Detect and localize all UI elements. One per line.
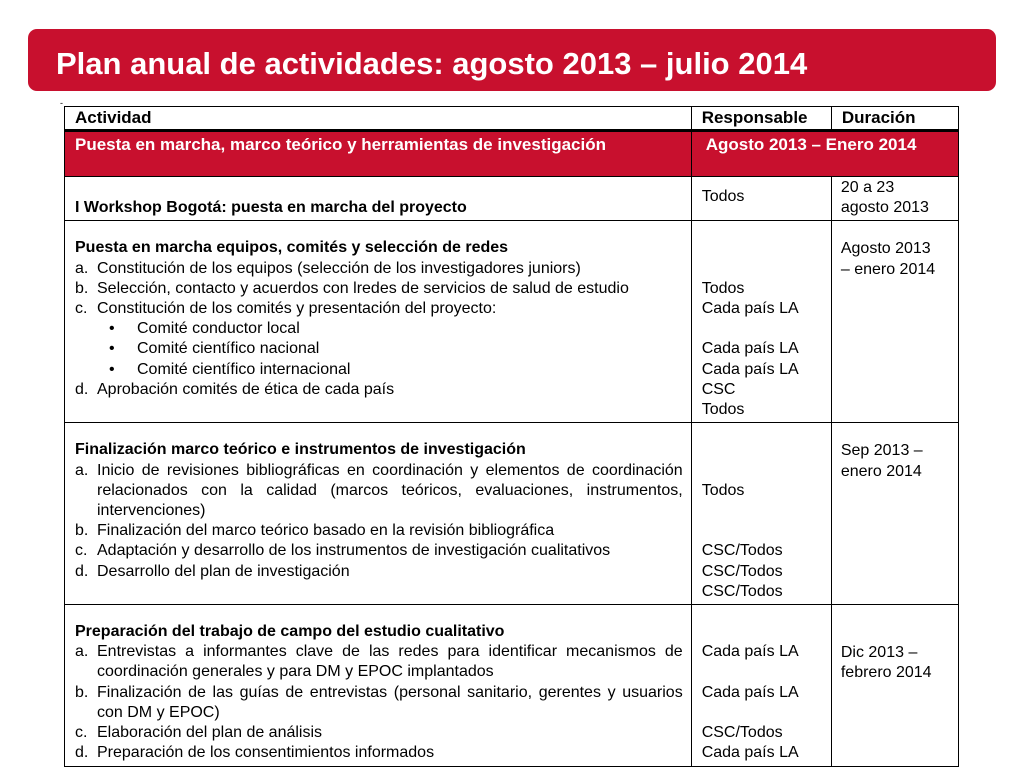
responsible-line [702,703,823,723]
duration-line: enero 2014 [840,462,922,480]
table-row [65,604,959,766]
duration-line: agosto 2013 [840,199,929,217]
responsible-line: Cada país LA [701,299,799,317]
bullet-item: • Comité conductor local [75,319,683,339]
bullet-item: • Comité científico internacional [75,360,683,380]
activity-cell [65,423,692,605]
bullet-dot-icon: • [109,320,115,338]
responsible-line: Todos [701,481,745,499]
responsible-line: Todos [701,279,745,297]
duration-line: Sep 2013 – [840,442,923,460]
bullet-dot-icon: • [109,360,115,378]
list-item: b. Selección, contacto y acuerdos con lredes de servicios de salud de estudio [75,279,629,297]
list-item: b. Finalización de las guías de entrevistas (personal sanitario, gerentes y usuarios con DM y EPOC) [75,683,683,721]
duration-line: 20 a 23 [840,179,895,196]
list-item: d. Desarrollo del plan de investigación [75,562,350,580]
phase-row [65,131,959,177]
duration-line: – enero 2014 [840,260,936,278]
activity-plan-table [64,106,959,767]
activity-cell [65,604,692,766]
list-item: a. Entrevistas a informantes clave de las redes para identificar mecanismos de coordinación generales y para DM y EPOC implantados [75,643,683,681]
duration-cell [831,221,958,423]
responsible-line [702,662,823,682]
duration-line: febrero 2014 [840,664,932,682]
header-activity: Actividad [65,107,692,131]
responsible-cell [691,177,831,221]
responsible-line: CSC/Todos [701,582,783,600]
list-item: c. Adaptación y desarrollo de los instrumentos de investigación cualitativos [75,542,611,560]
duration-cell [831,423,958,605]
bullet-item: • Comité científico nacional [75,339,683,359]
responsible-cell [691,423,831,605]
corner-mark: - [60,98,63,108]
list-item: b. Finalización del marco teórico basado en la revisión bibliográfica [75,522,555,540]
responsible-line: Cada país LA [701,340,799,358]
responsible-text: Todos [701,188,745,205]
list-item: c. Constitución de los comités y presentación del proyecto: [75,300,497,318]
responsible-line: Todos [701,400,745,418]
responsible-line [702,622,823,642]
table-row [65,423,959,605]
duration-line: Agosto 2013 [840,240,931,258]
header-responsible: Responsable [691,107,831,131]
duration-cell [831,604,958,766]
list-item: c. Elaboración del plan de análisis [75,723,323,741]
responsible-cell [691,604,831,766]
table-row [65,221,959,423]
table-header-row [65,107,959,131]
responsible-line: CSC [701,380,736,398]
responsible-line: CSC/Todos [701,542,783,560]
activity-title: I Workshop Bogotá: puesta en marcha del proyecto [75,199,467,217]
activity-title: Puesta en marcha equipos, comités y selección de redes [75,239,509,257]
responsible-line: Cada país LA [701,360,799,378]
responsible-line [702,440,823,460]
responsible-line: Cada país LA [701,643,799,661]
activity-title: Preparación del trabajo de campo del estudio cualitativo [75,622,505,640]
duration-cell [831,177,958,221]
responsible-line: CSC/Todos [701,723,783,741]
activity-title: Finalización marco teórico e instrumentos de investigación [75,441,526,459]
activity-cell [65,177,692,221]
responsible-line [702,521,823,541]
list-item: d. Preparación de los consentimientos informados [75,744,435,762]
responsible-cell [691,221,831,423]
table-row [65,177,959,221]
responsible-line: Cada país LA [701,683,799,701]
header-duration: Duración [831,107,958,131]
activity-cell [65,221,692,423]
duration-line [841,623,952,643]
list-item: a. Inicio de revisiones bibliográficas en coordinación y elementos de coordinación relacionados con la calidad (marcos teóricos, evaluaciones, instrumentos, intervenciones) [75,461,683,520]
list-item: a. Constitución de los equipos (selección de los investigadores juniors) [75,259,581,277]
responsible-line [702,461,823,481]
bullet-dot-icon: • [109,340,115,358]
responsible-line [702,238,823,258]
responsible-line [702,501,823,521]
responsible-line: Cada país LA [701,744,799,762]
page-title: Plan anual de actividades: agosto 2013 – julio 2014 [56,46,808,81]
duration-line: Dic 2013 – [840,644,918,662]
responsible-line [702,259,823,279]
responsible-line [702,319,823,339]
phase-activity: Puesta en marcha, marco teórico y herramientas de investigación [65,131,692,177]
phase-duration: Agosto 2013 – Enero 2014 [691,131,958,177]
responsible-line: CSC/Todos [701,562,783,580]
list-item: d. Aprobación comités de ética de cada país [75,380,395,398]
